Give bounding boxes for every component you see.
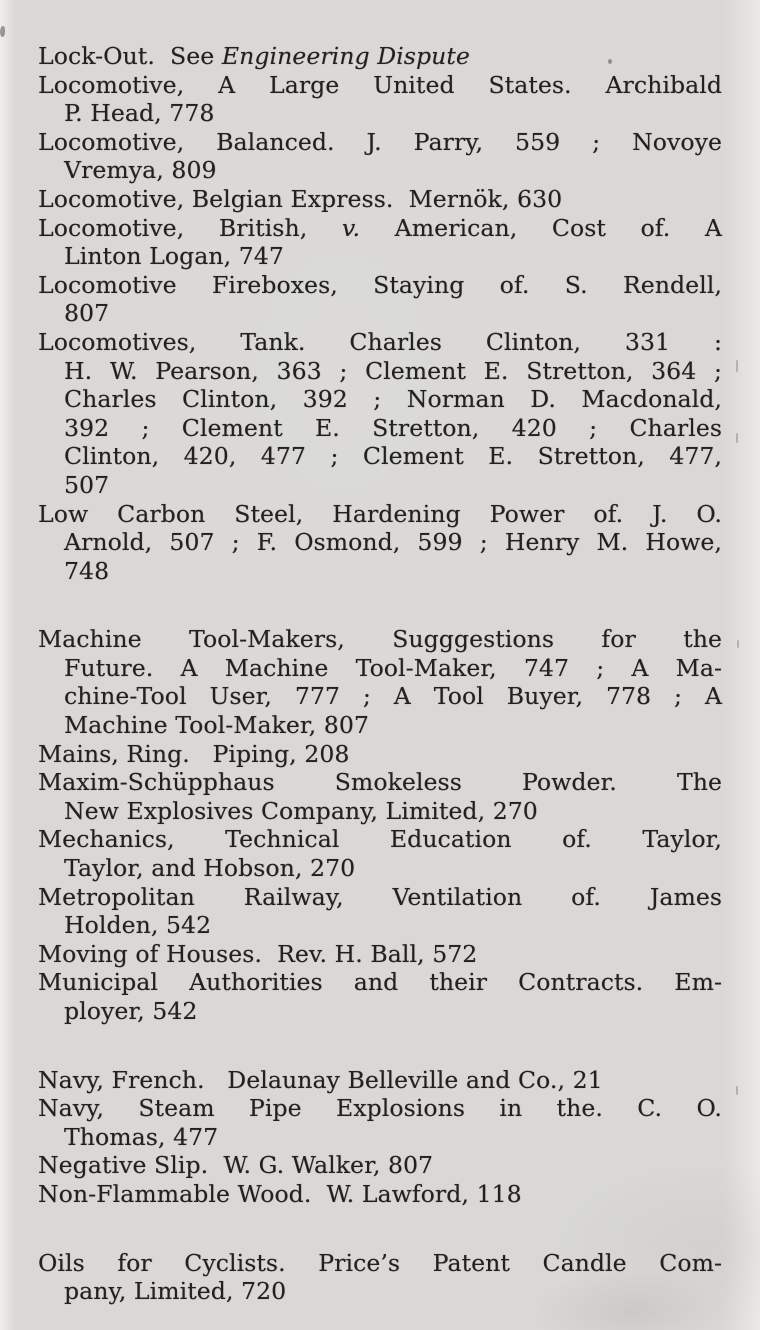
index-line	[38, 328, 722, 357]
scan-crease-mark	[736, 1086, 738, 1095]
index-text: Arnold, 507 ; F. Osmond, 599 ; Henry M. Howe,	[64, 528, 722, 557]
index-text: 507	[64, 470, 110, 499]
index-text: Mains, Ring. Piping, 208	[38, 739, 350, 768]
index-entry	[38, 883, 722, 940]
index-text-italic: Engineering Dispute	[221, 42, 470, 70]
scan-speck	[0, 26, 5, 37]
index-line	[38, 1249, 722, 1278]
index-line	[38, 883, 722, 912]
index-text: Thomas, 477	[64, 1122, 219, 1151]
index-text: Vremya, 809	[64, 156, 217, 185]
index-entry	[38, 328, 722, 500]
index-line	[38, 740, 722, 769]
index-text: 807	[64, 299, 110, 328]
index-line	[38, 214, 722, 243]
index-text: Navy, Steam Pipe Explosions in the. C. O.	[38, 1094, 722, 1123]
index-line	[38, 357, 722, 386]
index-line	[38, 825, 722, 854]
index-line	[38, 940, 722, 969]
index-line	[38, 711, 722, 740]
index-text: P. Head, 778	[64, 99, 215, 128]
index-text: 392 ; Clement E. Stretton, 420 ; Charles	[64, 413, 722, 442]
index-line	[38, 500, 722, 529]
scan-crease-mark	[736, 433, 738, 443]
index-entry	[38, 185, 722, 214]
index-line	[38, 1151, 722, 1180]
index-entry	[38, 1151, 722, 1180]
index-line	[38, 1277, 722, 1306]
index-entry	[38, 42, 722, 71]
index-entry	[38, 940, 722, 969]
index-line	[38, 99, 722, 128]
index-entry	[38, 1066, 722, 1095]
index-text: New Explosives Company, Limited, 270	[64, 796, 538, 825]
index-entry	[38, 500, 722, 586]
index-column	[38, 42, 722, 1306]
index-entry	[38, 1180, 722, 1209]
index-text: Maxim-Schüpphaus Smokeless Powder. The	[38, 768, 722, 797]
index-text: Machine Tool-Makers, Sugggestions for the	[38, 625, 722, 654]
index-line	[38, 557, 722, 586]
index-line	[38, 442, 722, 471]
index-line	[38, 71, 722, 100]
index-text: Municipal Authorities and their Contracts. Em-	[38, 968, 722, 997]
index-entry	[38, 71, 722, 128]
index-text: Locomotive, A Large United States. Archibald	[38, 70, 722, 99]
index-text: Machine Tool-Maker, 807	[64, 711, 369, 740]
index-entry	[38, 625, 722, 739]
index-entry	[38, 214, 722, 271]
index-text: Locomotive Fireboxes, Staying of. S. Rendell,	[38, 270, 722, 299]
index-text-italic: v.	[341, 213, 361, 242]
index-line	[38, 128, 722, 157]
scan-crease-mark	[736, 360, 738, 372]
index-line	[38, 414, 722, 443]
index-entry	[38, 128, 722, 185]
index-entry	[38, 1094, 722, 1151]
index-text: Charles Clinton, 392 ; Norman D. Macdonald,	[64, 385, 722, 414]
index-text: Mechanics, Technical Education of. Taylor,	[38, 825, 722, 854]
index-text: Future. A Machine Tool-Maker, 747 ; A Ma-	[64, 653, 722, 682]
index-entry	[38, 768, 722, 825]
index-text: Oils for Cyclists. Price’s Patent Candle Com-	[38, 1248, 722, 1277]
index-entry	[38, 968, 722, 1025]
index-line	[38, 768, 722, 797]
index-line	[38, 854, 722, 883]
scan-crease-mark	[737, 640, 739, 648]
index-text: Navy, French. Delaunay Belleville and Co., 21	[38, 1065, 603, 1094]
index-line	[38, 271, 722, 300]
index-entry	[38, 740, 722, 769]
index-text: Locomotive, Balanced. J. Parry, 559 ; Novoye	[38, 127, 722, 156]
index-line	[38, 625, 722, 654]
index-text: Linton Logan, 747	[64, 242, 284, 271]
index-text: American, Cost of. A	[360, 213, 722, 242]
index-text: Negative Slip. W. G. Walker, 807	[38, 1151, 434, 1180]
index-entry	[38, 271, 722, 328]
index-text: Taylor, and Hobson, 270	[64, 854, 356, 883]
index-text: ployer, 542	[64, 997, 198, 1025]
index-text: Moving of Houses. Rev. H. Ball, 572	[38, 939, 478, 968]
index-line	[38, 299, 722, 328]
index-entry	[38, 825, 722, 882]
index-line	[38, 42, 722, 71]
index-line	[38, 1123, 722, 1152]
index-text: 748	[64, 556, 110, 585]
index-entry	[38, 1249, 722, 1306]
index-text: pany, Limited, 720	[64, 1277, 287, 1306]
index-line	[38, 156, 722, 185]
index-line	[38, 385, 722, 414]
index-text: chine-Tool User, 777 ; A Tool Buyer, 778 ; A	[64, 682, 722, 711]
index-text: Non-Flammable Wood. W. Lawford, 118	[38, 1179, 522, 1208]
index-text: Lock-Out. See	[38, 42, 222, 70]
index-text: Metropolitan Railway, Ventilation of. James	[38, 882, 722, 911]
index-text: Locomotive, Belgian Express. Mernök, 630	[38, 184, 563, 213]
index-line	[38, 1180, 722, 1209]
index-line	[38, 471, 722, 500]
index-line	[38, 968, 722, 997]
index-line	[38, 654, 722, 683]
index-text: Low Carbon Steel, Hardening Power of. J. O.	[38, 499, 722, 528]
index-text: H. W. Pearson, 363 ; Clement E. Stretton, 364 ;	[64, 356, 722, 385]
index-text: Locomotive, British,	[38, 213, 342, 242]
index-line	[38, 528, 722, 557]
index-line	[38, 242, 722, 271]
index-line	[38, 682, 722, 711]
index-line	[38, 185, 722, 214]
index-text: Locomotives, Tank. Charles Clinton, 331 :	[38, 327, 722, 356]
index-text: Holden, 542	[64, 911, 212, 940]
index-line	[38, 997, 722, 1026]
index-text: Clinton, 420, 477 ; Clement E. Stretton, 477,	[64, 442, 722, 471]
index-line	[38, 797, 722, 826]
index-line	[38, 1066, 722, 1095]
index-line	[38, 1094, 722, 1123]
index-line	[38, 911, 722, 940]
